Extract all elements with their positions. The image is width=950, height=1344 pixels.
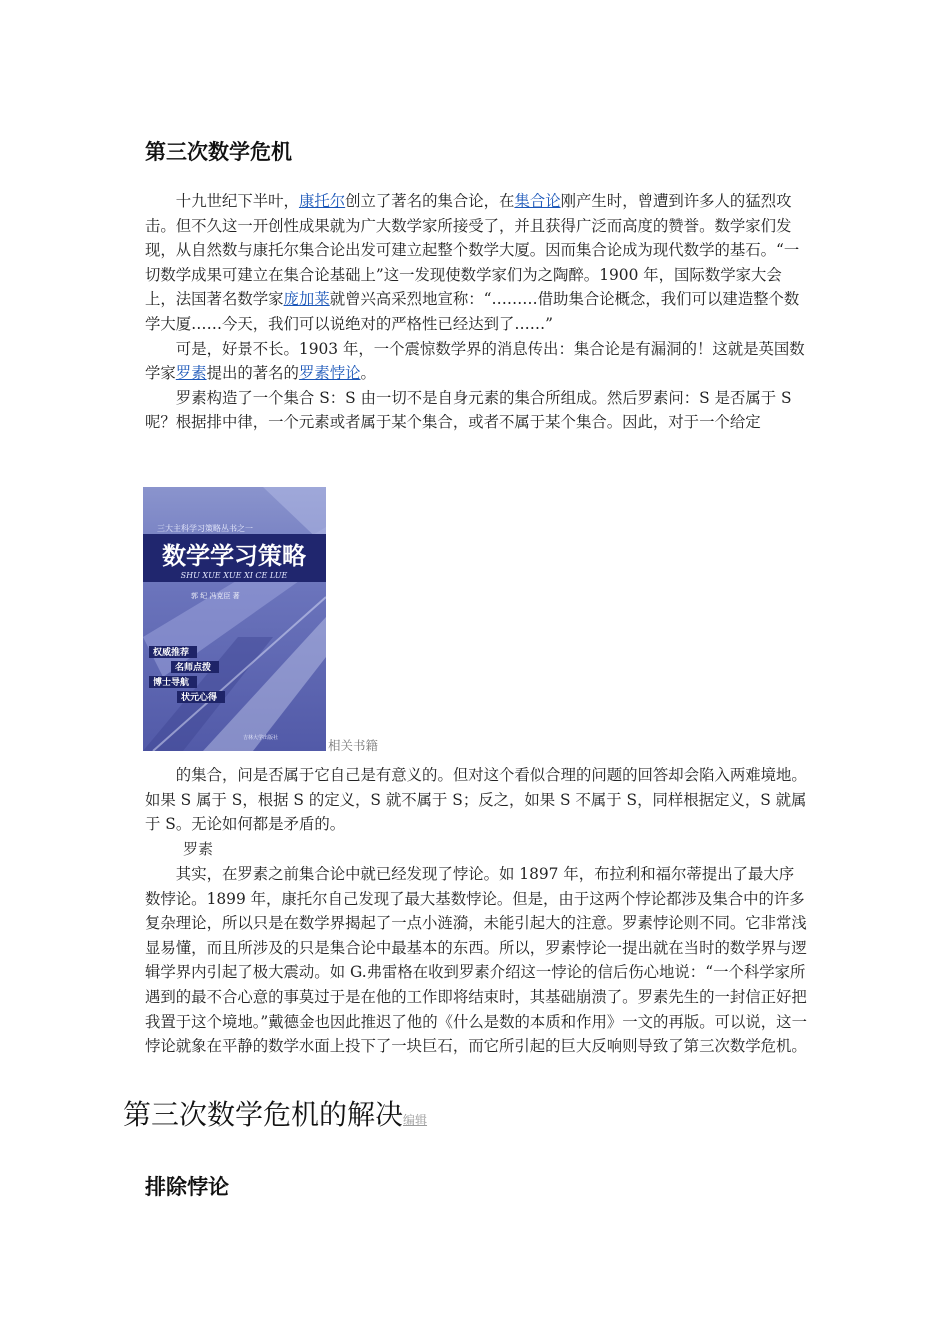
paragraph-2-text: 。 <box>360 364 376 383</box>
book-title: 数学学习策略 <box>162 542 306 570</box>
text-block-dilemma <box>145 763 807 837</box>
link-russell[interactable]: 罗素 <box>175 364 207 383</box>
russell-caption: 罗素 <box>183 840 214 858</box>
section-title: 第三次数学危机 <box>145 140 292 164</box>
subheading: 排除悖论 <box>145 1175 229 1199</box>
paragraph-2-text: 可是，好景不长。1903 年，一个震惊数学界的消息传出：集合论是有漏洞的！这就是英国数学家 <box>145 339 805 383</box>
book-pinyin: SHU XUE XUE XI CE LUE <box>180 571 288 580</box>
book-cover-image <box>143 487 326 751</box>
paragraph-3: 罗素构造了一个集合 S：S 由一切不是自身元素的集合所组成。然后罗素问：S 是否属于 S 呢？根据排中律，一个元素或者属于某个集合，或者不属于某个集合。因此，对于一个给定 <box>145 388 792 432</box>
book-tag: 名师点拨 <box>175 663 212 673</box>
paragraph-4: 的集合，问是否属于它自己是有意义的。但对这个看似合理的问题的回答却会陷入两难境地。如果 S 属于 S，根据 S 的定义，S 就不属于 S；反之，如果 S 不属于 S，同样根据定义，S 就属于 S。无论如何都是矛盾的。 <box>145 766 807 834</box>
paragraph-1-text: 就曾兴高采烈地宣称：“………借助集合论概念，我们可以建造整个数学大厦……今天，我们可以说绝对的严格性已经达到了……” <box>145 290 800 333</box>
book-authors: 郭 纪 冯克臣 著 <box>191 592 240 600</box>
link-set-theory[interactable]: 集合论 <box>514 192 561 210</box>
book-tag: 博士导航 <box>153 678 190 688</box>
paragraph-2 <box>145 337 807 386</box>
paragraph-1 <box>145 189 807 337</box>
link-cantor[interactable]: 康托尔 <box>298 192 346 210</box>
book-publisher: 吉林大学出版社 <box>243 735 279 741</box>
paragraph-2-text: 提出的著名的 <box>206 364 299 383</box>
paragraph-1-text: 创立了著名的集合论，在 <box>345 192 515 210</box>
book-series: 三大主科学习策略丛书之一 <box>157 524 253 533</box>
text-block-intro <box>145 189 807 435</box>
text-block-history <box>145 862 807 1059</box>
resolution-heading-row <box>123 1093 427 1133</box>
book-tag: 权威推荐 <box>153 648 190 658</box>
book-tag: 状元心得 <box>181 693 218 703</box>
paragraph-1-text: 十九世纪下半叶， <box>175 192 299 210</box>
image-caption: 相关书籍 <box>328 738 379 753</box>
edit-link[interactable]: 编辑 <box>403 1113 428 1127</box>
resolution-heading: 第三次数学危机的解决 <box>123 1098 404 1131</box>
paragraph-5: 其实，在罗素之前集合论中就已经发现了悖论。如 1897 年，布拉利和福尔蒂提出了最大序数悖论。1899 年，康托尔自己发现了最大基数悖论。但是，由于这两个悖论都涉及集合中的许多复杂理论，所以只是在数学界揭起了一点小涟漪，未能引起大的注意。罗素悖论则不同。它非常浅显易懂，而且所涉及的只是集合论中最基本的东西。所以，罗素悖论一提出就在当时的数学界与逻辑学界内引起了极大震动。如 G.弗雷格在收到罗素介绍这一悖论的信后伤心地说：“一个科学家所遇到的最不合心意的事莫过于是在他的工作即将结束时，其基础崩溃了。罗素先生的一封信正好把我置于这个境地。”戴德金也因此推迟了他的《什么是数的本质和作用》一文的再版。可以说，这一悖论就象在平静的数学水面上投下了一块巨石，而它所引起的巨大反响则导致了第三次数学危机。 <box>145 865 807 1056</box>
link-poincare[interactable]: 庞加莱 <box>283 290 330 309</box>
link-russell-paradox[interactable]: 罗素悖论 <box>298 364 361 383</box>
book-cover-art <box>143 487 326 751</box>
paragraph-1-text: 刚产生时，曾遭到许多人的猛烈攻击。但不久这一开创性成果就为广大数学家所接受了，并且获得广泛而高度的赞誉。数学家们发现，从自然数与康托尔集合论出发可建立起整个数学大厦。因而集合论成为现代数学的基石。“一切数学成果可建立在集合论基础上”这一发现使数学家们为之陶醉。1900 年，国际数学家大会上，法国著名数学家 <box>145 192 800 309</box>
